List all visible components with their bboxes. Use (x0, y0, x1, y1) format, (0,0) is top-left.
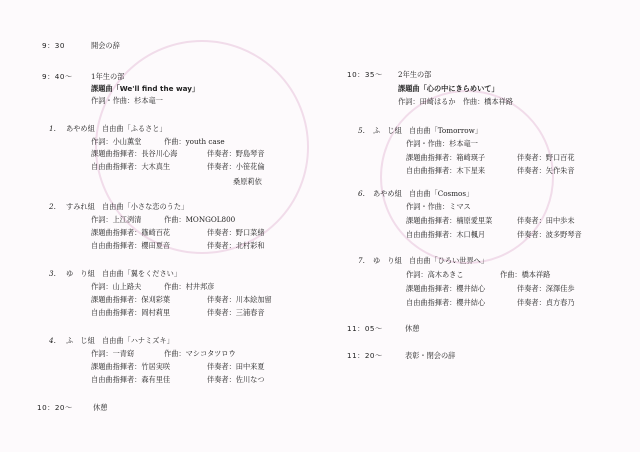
grade1-title: 1年生の部 (91, 72, 125, 81)
class3-lyricist: 作詞：山上路夫 (91, 282, 142, 291)
class7-jiyu-pianist: 伴奏者：貞方春乃 (517, 298, 575, 307)
class6-kadai-pianist: 伴奏者：田中歩未 (517, 216, 575, 225)
class1-jiyu-conductor: 自由曲指揮者：大木真生 (91, 162, 171, 171)
class2-header: すみれ組 自由曲「小さな恋のうた」 (66, 202, 189, 211)
class2-jiyu-pianist: 伴奏者：北村彩和 (207, 241, 265, 250)
class7-jiyu-conductor: 自由曲指揮者：櫻井結心 (406, 298, 486, 307)
class7-kadai-pianist: 伴奏者：深澤佳歩 (517, 284, 575, 293)
class1-jiyu-pianist-2: 桑原莉依 (233, 177, 262, 186)
class2-kadai-conductor: 課題曲指揮者：篠崎百花 (91, 228, 171, 237)
opening-time: 9：30 (42, 41, 65, 50)
grade1-kadai: 課題曲「We'll find the way」 (91, 84, 200, 93)
break1-time: 10：20～ (37, 403, 73, 412)
class1-number: 1. (49, 124, 56, 133)
class2-lyricist: 作詞：上江洌清 (91, 215, 142, 224)
class7-kadai-conductor: 課題曲指揮者：櫻井結心 (406, 284, 486, 293)
class6-header: あやめ組 自由曲「Cosmos」 (373, 189, 474, 198)
class5-jiyu-pianist: 伴奏者：矢作朱音 (517, 166, 575, 175)
class1-header: あやめ組 自由曲「ふるさと」 (66, 124, 167, 133)
class5-jiyu-conductor: 自由曲指揮者：木下星来 (406, 166, 486, 175)
grade2-kadai-author: 作詞：田崎はるか 作曲：橋本祥路 (398, 97, 514, 106)
class7-header: ゆ り組 自由曲「ひろい世界へ」 (373, 256, 489, 265)
grade2-kadai: 課題曲「心の中にきらめいて」 (398, 84, 499, 93)
grade2-time: 10：35～ (347, 70, 383, 79)
class2-kadai-pianist: 伴奏者：野口菜緒 (207, 228, 265, 237)
class1-composer: 作曲：youth case (164, 137, 225, 146)
closing-label: 表彰・閉会の辞 (405, 351, 456, 360)
class1-kadai-conductor: 課題曲指揮者：長谷川心海 (91, 149, 178, 158)
class5-kadai-conductor: 課題曲指揮者：箱崎瑛子 (406, 153, 486, 162)
break2-label: 休憩 (405, 324, 420, 333)
class6-number: 6. (358, 189, 365, 198)
class6-jiyu-conductor: 自由曲指揮者：木口楓月 (406, 230, 486, 239)
class4-kadai-pianist: 伴奏者：田中来夏 (207, 362, 265, 371)
class3-jiyu-pianist: 伴奏者：三浦春音 (207, 308, 265, 317)
break2-time: 11：05～ (347, 324, 383, 333)
class5-header: ふ じ組 自由曲「Tomorrow」 (373, 126, 482, 135)
class3-header: ゆ り組 自由曲「翼をください」 (66, 269, 182, 278)
closing-time: 11：20～ (347, 351, 383, 360)
class4-kadai-conductor: 課題曲指揮者：竹居実咲 (91, 362, 171, 371)
class3-jiyu-conductor: 自由曲指揮者：岡村莉里 (91, 308, 171, 317)
class4-header: ふ じ組 自由曲「ハナミズキ」 (66, 336, 174, 345)
class2-jiyu-conductor: 自由曲指揮者：櫻田夏音 (91, 241, 171, 250)
class3-number: 3. (49, 269, 56, 278)
class6-author: 作詞・作曲：ミマス (406, 202, 471, 211)
class2-composer: 作曲：MONGOL800 (164, 215, 236, 224)
class3-kadai-conductor: 課題曲指揮者：保刈彩葉 (91, 295, 171, 304)
class4-jiyu-conductor: 自由曲指揮者：森有里佳 (91, 375, 171, 384)
class6-jiyu-pianist: 伴奏者：波多野琴音 (517, 230, 582, 239)
class4-lyricist: 作詞：一青窈 (91, 349, 135, 358)
grade1-time: 9：40～ (42, 72, 73, 81)
class1-jiyu-pianist: 伴奏者：小笹花倫 (207, 162, 265, 171)
break1-label: 休憩 (93, 403, 108, 412)
class4-composer: 作曲：マシコタツロウ (164, 349, 236, 358)
class5-number: 5. (358, 126, 365, 135)
class4-number: 4. (49, 336, 56, 345)
class1-lyricist: 作詞：小山薫堂 (91, 137, 142, 146)
class2-number: 2. (49, 202, 56, 211)
class1-kadai-pianist: 伴奏者：野島琴音 (207, 149, 265, 158)
opening-label: 開会の辞 (91, 41, 120, 50)
class5-author: 作詞・作曲：杉本竜一 (406, 139, 478, 148)
class7-number: 7. (358, 256, 365, 265)
class5-kadai-pianist: 伴奏者：野口百花 (517, 153, 575, 162)
class3-kadai-pianist: 伴奏者：川本絵加留 (207, 295, 272, 304)
class6-kadai-conductor: 課題曲指揮者：楠原愛里菜 (406, 216, 493, 225)
grade1-kadai-author: 作詞・作曲：杉本竜一 (91, 96, 163, 105)
class7-lyricist: 作詞：高木あきこ (406, 270, 464, 279)
class7-composer: 作曲：橋本祥路 (500, 270, 551, 279)
class3-composer: 作曲：村井邦彦 (164, 282, 215, 291)
class4-jiyu-pianist: 伴奏者：佐川なつ (207, 375, 265, 384)
grade2-title: 2年生の部 (398, 70, 432, 79)
